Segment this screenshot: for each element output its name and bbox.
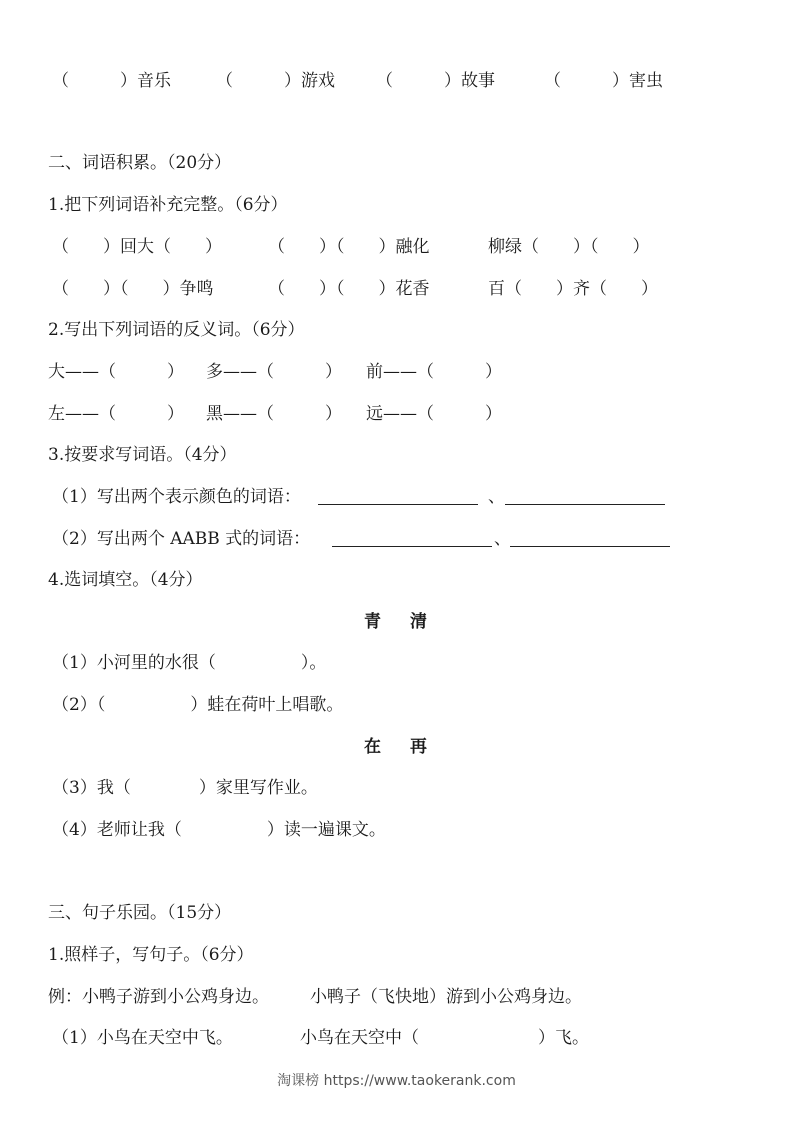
row1-item-1: （ ）音乐 — [52, 71, 171, 91]
q3-item-1 — [52, 486, 301, 508]
row1-item-2: （ ）游戏 — [216, 71, 335, 91]
word-choice-1a: 青 — [364, 612, 381, 632]
s3-example-result: 小鸭子（飞快地）游到小公鸡身边。 — [310, 987, 582, 1007]
q2-r1-c1: 大——（ ） — [48, 362, 184, 382]
q3-item-1-label: （1）写出两个表示颜色的词语： — [52, 487, 301, 507]
row1-item-3: （ ）故事 — [376, 71, 495, 91]
q4-sentence-4: （4）老师让我（ ）读一遍课文。 — [52, 820, 386, 840]
q4-title: 4.选词填空。（4分） — [48, 570, 203, 590]
q2-title: 2.写出下列词语的反义词。（6分） — [48, 320, 305, 340]
q1-r2-c2: （ ）（ ）花香 — [268, 279, 430, 299]
q3-item-1-sep: 、 — [488, 487, 505, 507]
q1-r1-c3: 柳绿（ ）（ ） — [488, 237, 650, 257]
q3-item-1-blank-2[interactable] — [505, 488, 665, 505]
q1-r2-c3: 百（ ）齐（ ） — [488, 279, 658, 299]
q3-item-2-label: （2）写出两个 AABB 式的词语： — [52, 529, 311, 549]
q3-title: 3.按要求写词语。（4分） — [48, 445, 237, 465]
q3-item-2-blank-1[interactable] — [332, 530, 492, 547]
row1-item-4: （ ）害虫 — [544, 71, 663, 91]
q3-item-2-sep: 、 — [494, 529, 511, 549]
word-choice-2b: 再 — [410, 737, 427, 757]
s3-item-1: （1）小鸟在天空中飞。 — [52, 1028, 233, 1048]
q1-title: 1.把下列词语补充完整。（6分） — [48, 195, 288, 215]
q2-r1-c3: 前——（ ） — [366, 362, 502, 382]
word-choice-2a: 在 — [364, 737, 381, 757]
section-2-title: 二、词语积累。（20分） — [48, 153, 232, 173]
footer-watermark: 淘课榜 https://www.taokerank.com — [277, 1073, 516, 1089]
q1-r1-c1: （ ）回大（ ） — [52, 237, 222, 257]
q4-sentence-1: （1）小河里的水很（ ）。 — [52, 653, 327, 673]
q3-item-1-blank-1[interactable] — [318, 488, 478, 505]
q1-r2-c1: （ ）（ ）争鸣 — [52, 279, 214, 299]
q2-r2-c2: 黑——（ ） — [206, 404, 342, 424]
section-3-title: 三、句子乐园。（15分） — [48, 903, 232, 923]
q1-r1-c2: （ ）（ ）融化 — [268, 237, 430, 257]
q4-sentence-2: （2）（ ）蛙在荷叶上唱歌。 — [52, 695, 344, 715]
q2-r2-c3: 远——（ ） — [366, 404, 502, 424]
q4-sentence-3: （3）我（ ）家里写作业。 — [52, 778, 318, 798]
s3-example: 例：小鸭子游到小公鸡身边。 — [48, 987, 269, 1007]
word-choice-1b: 清 — [410, 612, 427, 632]
q3-item-2-blank-2[interactable] — [510, 530, 670, 547]
q2-r2-c1: 左——（ ） — [48, 404, 184, 424]
s3-q1-title: 1.照样子，写句子。（6分） — [48, 945, 254, 965]
q2-r1-c2: 多——（ ） — [206, 362, 342, 382]
s3-item-1-result: 小鸟在天空中（ ）飞。 — [300, 1028, 589, 1048]
